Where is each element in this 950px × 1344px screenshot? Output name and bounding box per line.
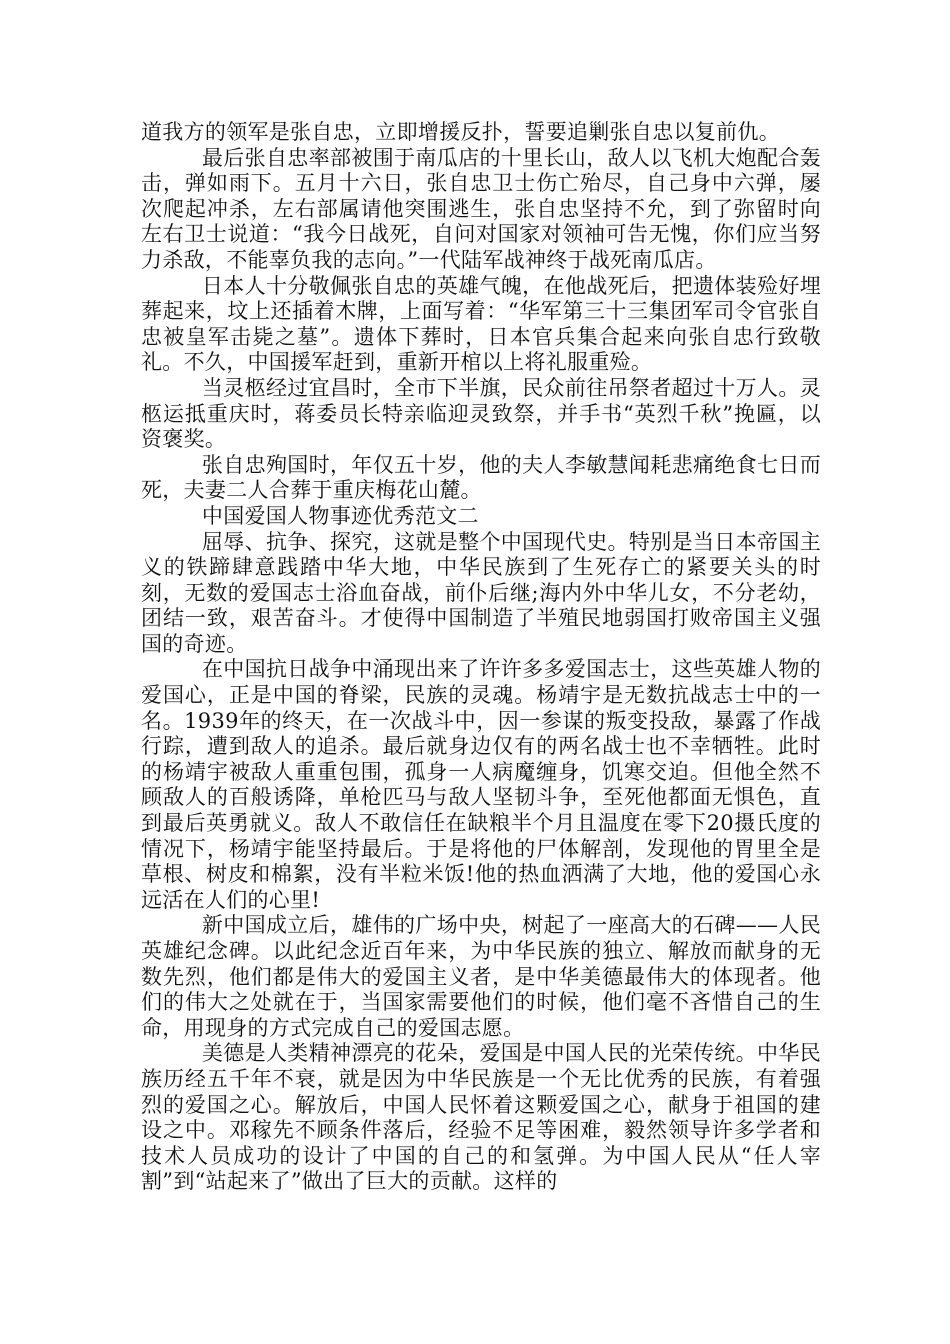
paragraph: 屈辱、抗争、探究，这就是整个中国现代史。特别是当日本帝国主义的铁蹄肆意践踏中华大地，中华民族到了生死存亡的紧要关头的时刻，无数的爱国志士浴血奋战，前仆后继;海内外中华儿女，不分老幼，团结一致，艰苦奋斗。才使得中国制造了半殖民地弱国打败帝国主义强国的奇迹。 — [141, 529, 821, 656]
section-heading: 中国爱国人物事迹优秀范文二 — [201, 503, 479, 528]
paragraph: 道我方的领军是张自忠，立即增援反扑，誓要追剿张自忠以复前仇。 — [141, 120, 780, 144]
paragraph: 张自忠殉国时，年仅五十岁，他的夫人李敏慧闻耗悲痛绝食七日而死，夫妻二人合葬于重庆梅花山麓。 — [141, 452, 821, 503]
paragraph: 在中国抗日战争中涌现出来了许许多多爱国志士，这些英雄人物的爱国心，正是中国的脊梁，民族的灵魂。杨靖宇是无数抗战志士中的一名。1939年的终天，在一次战斗中，因一参谋的叛变投敌，暴露了作战行踪，遭到敌人的追杀。最后就身边仅有的两名战士也不幸牺牲。此时的杨靖宇被敌人重重包围，孤身一人病魔缠身，饥寒交迫。但他全然不顾敌人的百般诱降，单枪匹马与敌人坚韧斗争，至死他都面无惧色，直到最后英勇就义。敌人不敢信任在缺粮半个月且温度在零下20摄氏度的情况下，杨靖宇能坚持最后。于是将他的尸体解剖，发现他的胃里全是草根、树皮和棉絮，没有半粒米饭!他的热血洒满了大地，他的爱国心永远活在人们的心里! — [141, 657, 821, 912]
paragraph: 新中国成立后，雄伟的广场中央，树起了一座高大的石碑——人民英雄纪念碑。以此纪念近百年来，为中华民族的独立、解放而献身的无数先烈，他们都是伟大的爱国主义者，是中华美德最伟大的体现者。他们的伟大之处就在于，当国家需要他们的时候，他们毫不吝惜自己的生命，用现身的方式完成自己的爱国志愿。 — [141, 913, 821, 1040]
article-body — [141, 120, 821, 1195]
paragraph: 最后张自忠率部被围于南瓜店的十里长山，敌人以飞机大炮配合轰击，弹如雨下。五月十六日，张自忠卫士伤亡殆尽，自己身中六弹，屡次爬起冲杀，左右部属请他突围逃生，张自忠坚持不允，到了弥留时向左右卫士说道：“我今日战死，自问对国家对领袖可告无愧，你们应当努力杀敌，不能辜负我的志向。”一代陆军战神终于战死南瓜店。 — [141, 145, 821, 272]
paragraph: 日本人十分敬佩张自忠的英雄气魄，在他战死后，把遗体装殓好埋葬起来，坟上还插着木牌，上面写着：“华军第三十三集团军司令官张自忠被皇军击毙之墓”。遗体下葬时，日本官兵集合起来向张自忠行致敬礼。不久，中国援军赶到，重新开棺以上将礼服重殓。 — [141, 273, 821, 375]
paragraph: 当灵柩经过宜昌时，全市下半旗，民众前往吊祭者超过十万人。灵柩运抵重庆时，蒋委员长特亲临迎灵致祭，并手书“英烈千秋”挽匾，以资褒奖。 — [141, 375, 821, 452]
paragraph: 美德是人类精神漂亮的花朵，爱国是中国人民的光荣传统。中华民族历经五千年不衰，就是因为中华民族是一个无比优秀的民族，有着强烈的爱国之心。解放后，中国人民怀着这颗爱国之心，献身于祖国的建设之中。邓稼先不顾条件落后，经验不足等困难，毅然领导许多学者和技术人员成功的设计了中国的自己的和氢弹。为中国人民从“任人宰割”到“站起来了”做出了巨大的贡献。这样的 — [141, 1041, 821, 1194]
